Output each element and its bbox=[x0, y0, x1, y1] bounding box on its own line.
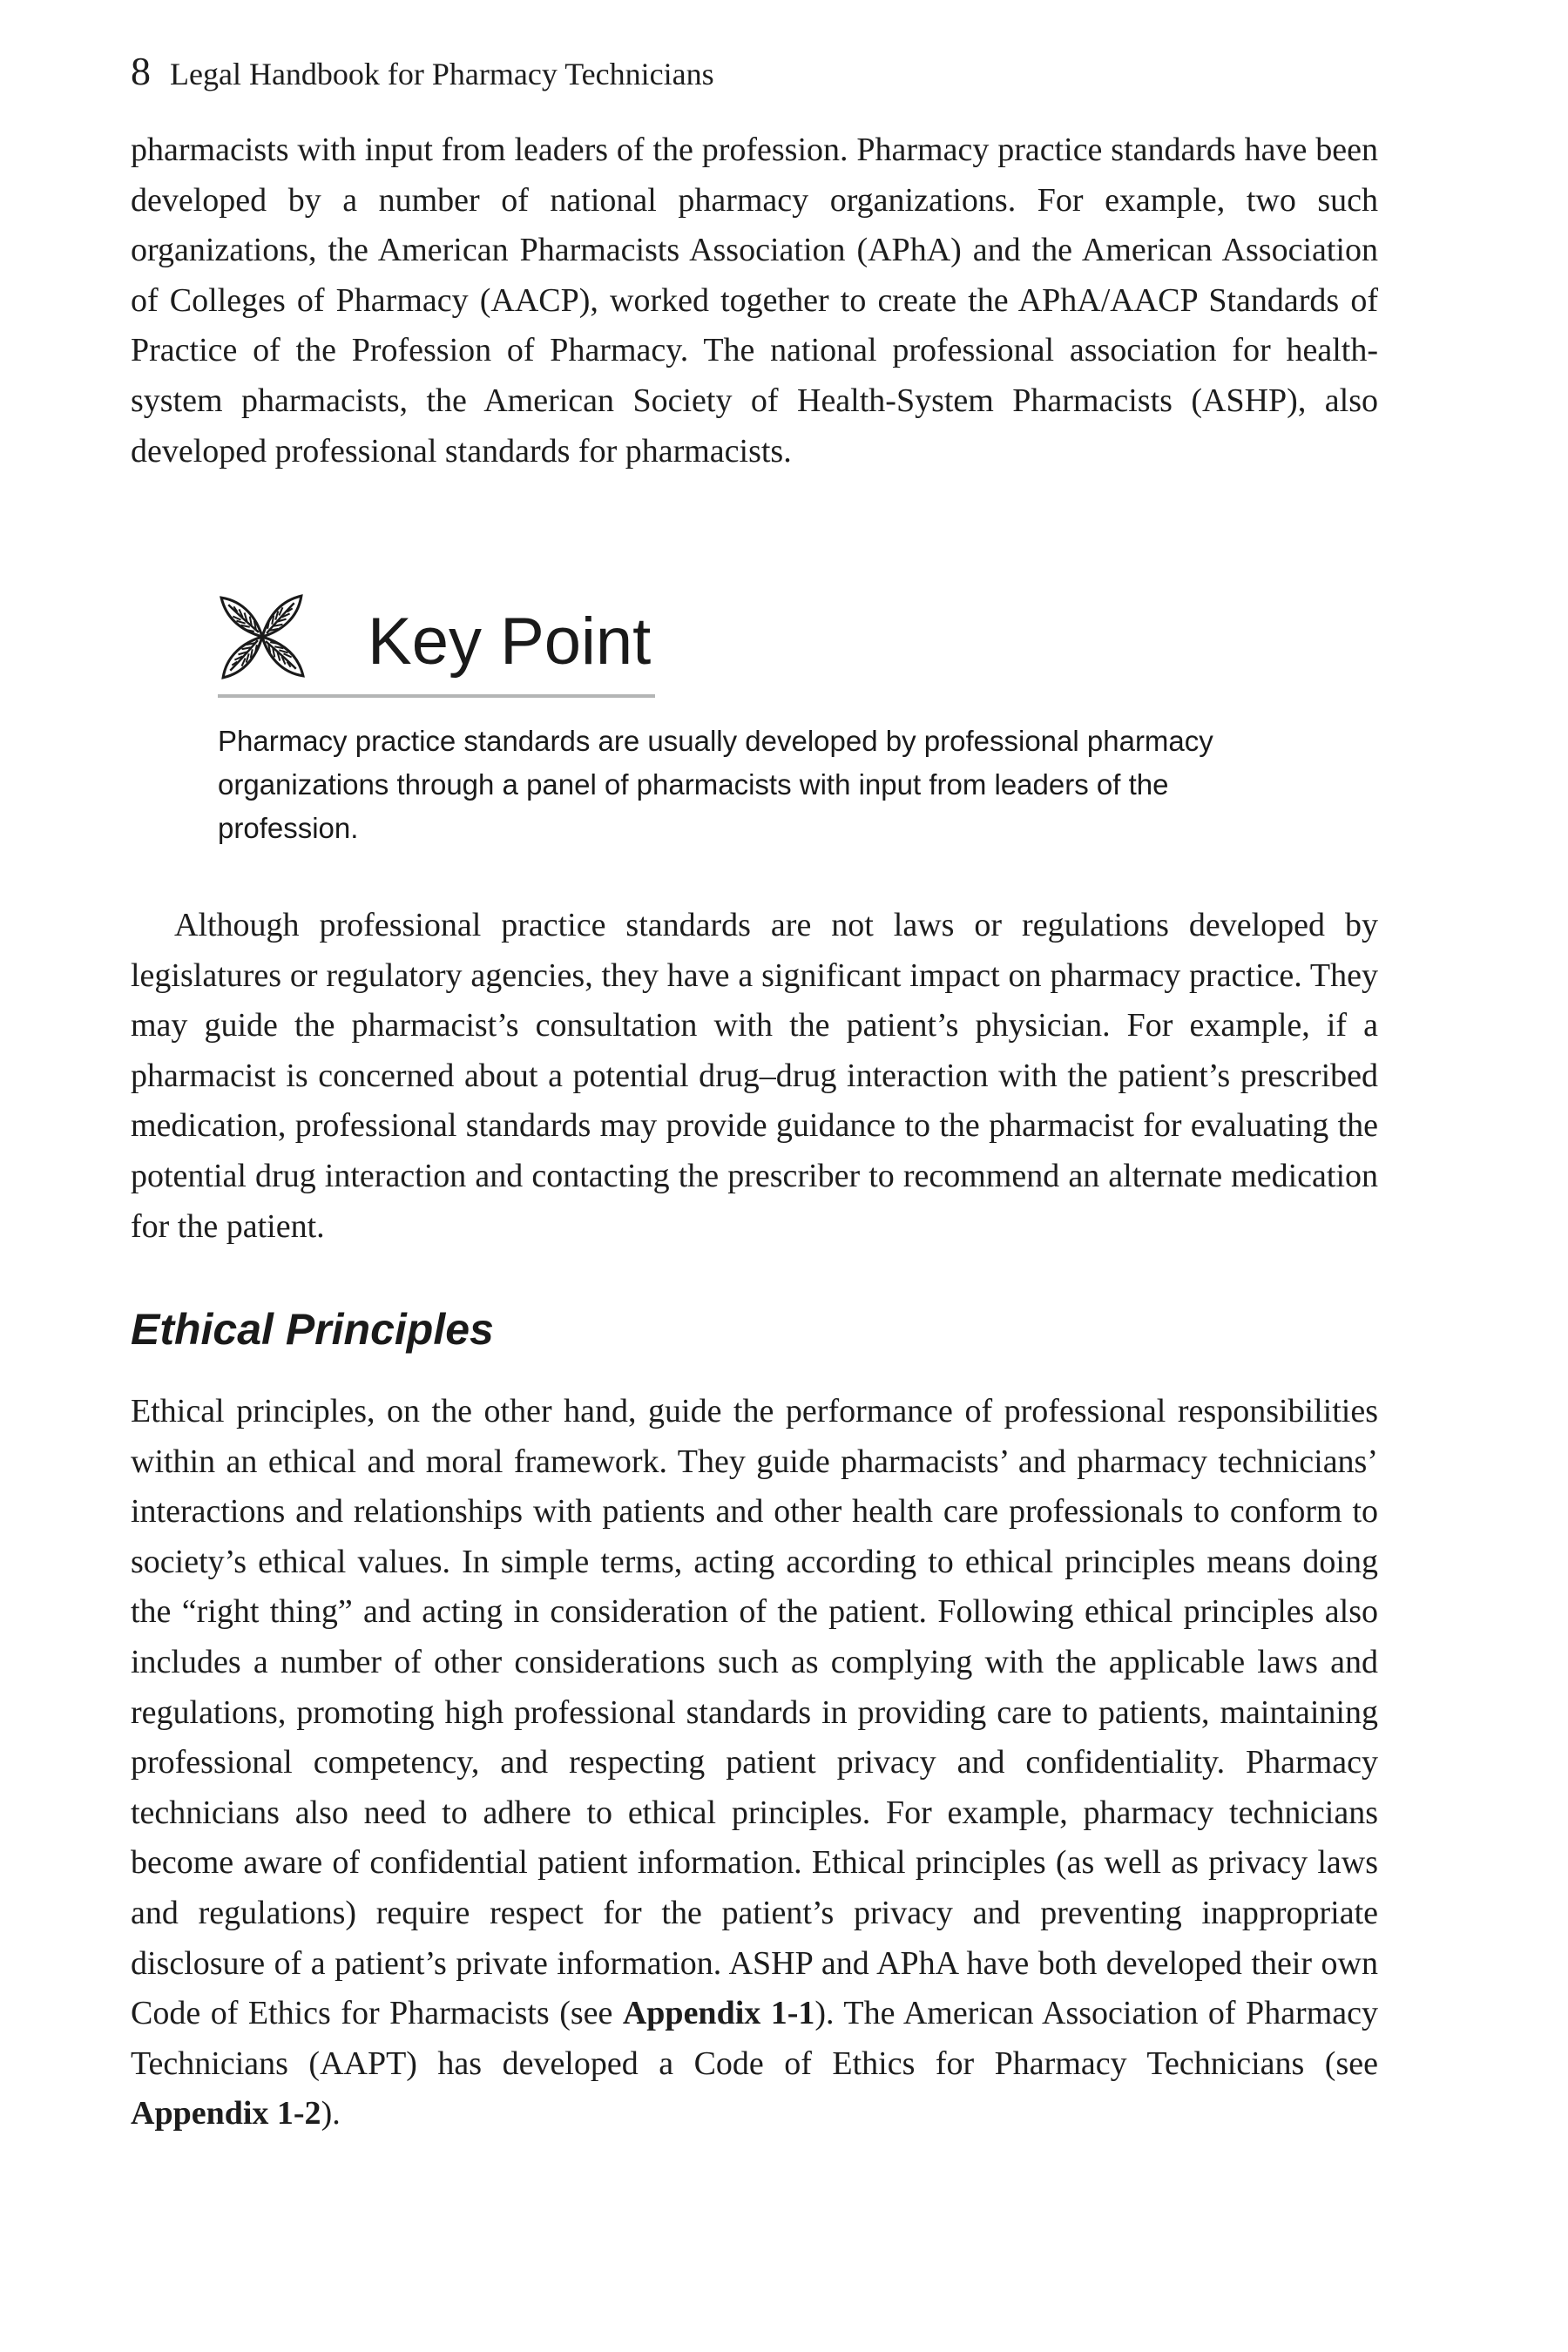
paragraph-ethical-principles bbox=[131, 1387, 1378, 2139]
paragraph-standards-impact: Although professional practice standards are not laws or regulations developed by legislatures or regulatory agencies, they have a significant impact on pharmacy practice. They may guide the pharmacist’s consultation with the patient’s physician. For example, if a pharmacist is concerned about a potential drug–drug interaction with the patient’s prescribed medication, professional standards may provide guidance to the pharmacist for evaluating the potential drug interaction and contacting the prescriber to recommend an alternate medication for the patient. bbox=[131, 907, 1378, 1245]
key-point-divider bbox=[218, 694, 655, 698]
paragraph-standards-intro: pharmacists with input from leaders of the profession. Pharmacy practice standards have been developed by a number of national pharmacy organizations. For example, two such organizations, the American Pharmacists Association (APhA) and the American Association of Colleges of Pharmacy (AACP), worked together to create the APhA/AACP Standards of Practice of the Profession of Pharmacy. The national professional association for health-system pharmacists, the American Society of Health-System Pharmacists (ASHP), also developed professional standards for pharmacists. bbox=[131, 132, 1378, 470]
key-point-body: Pharmacy practice standards are usually developed by professional pharmacy organizations through a panel of pharmacists with input from leaders of the profession. bbox=[218, 725, 1213, 844]
key-point-title: Key Point bbox=[368, 605, 652, 679]
appendix-1-2-reference: Appendix 1-2 bbox=[131, 2095, 321, 2132]
running-title: Legal Handbook for Pharmacy Technicians bbox=[170, 57, 714, 91]
page-number: 8 bbox=[131, 49, 151, 93]
section-heading-ethical-principles: Ethical Principles bbox=[131, 1305, 494, 1354]
ethics-text-part1: Ethical principles, on the other hand, guide the performance of professional responsibilities within an ethical and moral framework. They guide pharmacists’ and pharmacy technicians’ interactions and relationships with patients and other health care professionals to conform to society’s ethical values. In simple terms, acting according to ethical principles means doing the “right thing” and acting in consideration of the patient. Following ethical principles also includes a number of other considerations such as complying with the applicable laws and regulations, promoting high professional standards in providing care to patients, maintaining professional competency, and respecting patient privacy and confidentiality. Pharmacy technicians also need to adhere to ethical principles. For example, pharmacy technicians become aware of confidential patient information. Ethical principles (as well as privacy laws and regulations) require respect for the patient’s privacy and preventing inappropriate disclosure of a patient’s private information. ASHP and APhA have both developed their own Code of Ethics for Pharmacists (see bbox=[131, 1393, 1378, 2032]
ethics-text-part3: ). bbox=[321, 2095, 341, 2132]
four-petal-leaf-icon bbox=[218, 592, 307, 681]
ethics-text-part2: ). The American Association of Pharmacy Technicians (AAPT) has developed a Code of Ethics for Pharmacy Technicians (see bbox=[131, 1995, 1379, 2082]
running-header bbox=[131, 45, 714, 100]
appendix-1-1-reference: Appendix 1-1 bbox=[622, 1995, 815, 2032]
